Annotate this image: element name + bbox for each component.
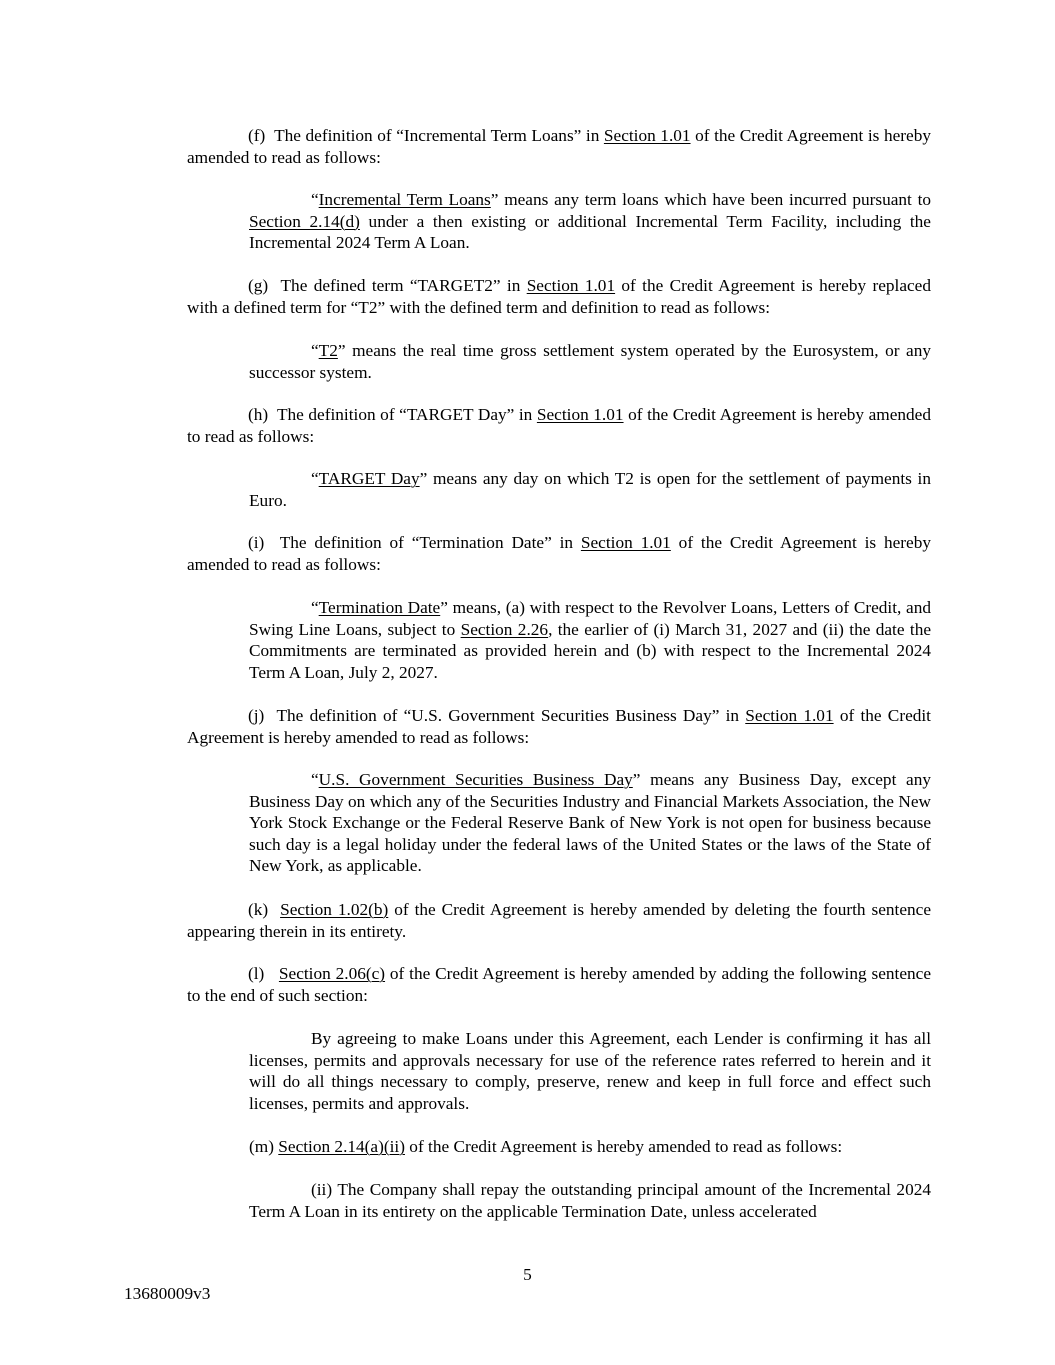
section-link: Section 2.14(a)(ii) (278, 1137, 405, 1156)
section-link: Section 2.06(c) (278, 964, 386, 983)
definition-text: By agreeing to make Loans under this Agreement, each Lender is confirming it has all licenses, permits and approvals necessary for use of the reference rates referred to herein and it will do all things necessary to comply, preserve, renew and keep in full force and effect such licenses, permits and approvals. (249, 1029, 931, 1113)
paragraph-f (187, 125, 931, 168)
definition-t2 (249, 340, 931, 383)
paragraph-j (187, 705, 931, 748)
section-link: Section 2.26 (460, 619, 549, 639)
paragraph-text: of the Credit Agreement is hereby amended to read as follows: (187, 533, 931, 574)
paragraph-text: of the Credit Agreement is hereby replaced with a defined term for “T2” with the defined term and definition to read as follows: (187, 276, 931, 317)
section-link: Section 2.14(d) (249, 211, 360, 231)
paragraph-text: The defined term “TARGET2” in (280, 276, 527, 295)
paragraph-text: of the Credit Agreement is hereby amended to read as follows: (187, 405, 931, 446)
definition-text: ” means the real time gross settlement system operated by the Eurosystem, or any successor system. (249, 341, 931, 382)
paragraph-text: of the Credit Agreement is hereby amended to read as follows: (187, 126, 931, 167)
quote-mark: “ (311, 341, 319, 360)
paragraph-k (187, 899, 931, 942)
section-link: Section 1.01 (745, 706, 834, 725)
definition-text: ” means any Business Day, except any Business Day on which any of the Securities Industry and Financial Markets Association, the New York Stock Exchange or the Federal Reserve Bank of New York is not open for business because such day is a legal holiday under the federal laws of the United States or the laws of the State of New York, as applicable. (249, 770, 931, 876)
defined-term: T2 (318, 341, 338, 360)
paragraph-text: The definition of “Termination Date” in (279, 533, 581, 552)
section-link: Section 1.01 (526, 276, 616, 295)
paragraph-text: The definition of “TARGET Day” in (276, 405, 537, 424)
paragraph-label: (f) (248, 126, 266, 145)
paragraph-text: of the Credit Agreement is hereby amended to read as follows: (404, 1137, 843, 1156)
paragraph-text: The definition of “Incremental Term Loans” in (274, 126, 604, 145)
definition-us-government-securities-business-day (249, 769, 931, 877)
paragraph-label: (j) (248, 706, 265, 725)
quote-mark: “ (311, 190, 319, 209)
paragraph-text: of the Credit Agreement is hereby amended to read as follows: (187, 706, 931, 747)
paragraph-label: (l) (248, 964, 265, 983)
paragraph-g (187, 275, 931, 318)
quote-mark: “ (311, 770, 319, 789)
paragraph-text: The definition of “U.S. Government Securities Business Day” in (276, 706, 746, 725)
definition-termination-date (249, 597, 931, 683)
definition-text: under a then existing or additional Incremental Term Facility, including the Incremental 2024 Term A Loan. (249, 211, 931, 253)
definition-text: ” means any term loans which have been incurred pursuant to (490, 190, 932, 209)
paragraph-label: (i) (248, 533, 265, 552)
paragraph-label: (k) (248, 900, 269, 919)
paragraph-label: (m) (249, 1137, 274, 1156)
paragraph-i (187, 532, 931, 575)
definition-incremental-term-loans (249, 189, 931, 254)
section-link: Section 1.01 (536, 405, 624, 424)
paragraph-h (187, 404, 931, 447)
quote-mark: “ (311, 598, 319, 617)
defined-term: TARGET Day (318, 469, 420, 488)
section-link: Section 1.01 (580, 533, 671, 552)
section-link: Section 1.01 (603, 126, 691, 145)
amended-clause-ii (249, 1179, 931, 1222)
paragraph-text: of the Credit Agreement is hereby amended by adding the following sentence to the end of such section: (187, 964, 931, 1005)
definition-target-day (249, 468, 931, 511)
definition-text: (ii) The Company shall repay the outstanding principal amount of the Incremental 2024 Term A Loan in its entirety on the applicable Termination Date, unless accelerated (249, 1180, 931, 1221)
definition-text: , the earlier of (i) March 31, 2027 and (ii) the date the Commitments are terminated as provided herein and (b) with respect to the Incremental 2024 Term A Loan, July 2, 2027. (249, 619, 932, 682)
page-number: 5 (523, 1265, 532, 1284)
paragraph-label: (g) (248, 276, 269, 295)
paragraph-m (249, 1136, 931, 1158)
section-link: Section 1.02(b) (280, 900, 389, 919)
paragraph-label: (h) (248, 405, 269, 424)
paragraph-l (187, 963, 931, 1006)
definition-text: ” means, (a) with respect to the Revolver Loans, Letters of Credit, and Swing Line Loans, subject to (249, 598, 931, 639)
defined-term: U.S. Government Securities Business Day (318, 770, 633, 789)
inserted-sentence (249, 1028, 931, 1114)
document-id: 13680009v3 (124, 1284, 211, 1303)
definition-text: ” means any day on which T2 is open for the settlement of payments in Euro. (249, 469, 931, 510)
paragraph-text: of the Credit Agreement is hereby amended by deleting the fourth sentence appearing therein in its entirety. (187, 900, 931, 941)
defined-term: Termination Date (318, 598, 441, 617)
quote-mark: “ (311, 469, 319, 488)
defined-term: Incremental Term Loans (318, 190, 491, 209)
